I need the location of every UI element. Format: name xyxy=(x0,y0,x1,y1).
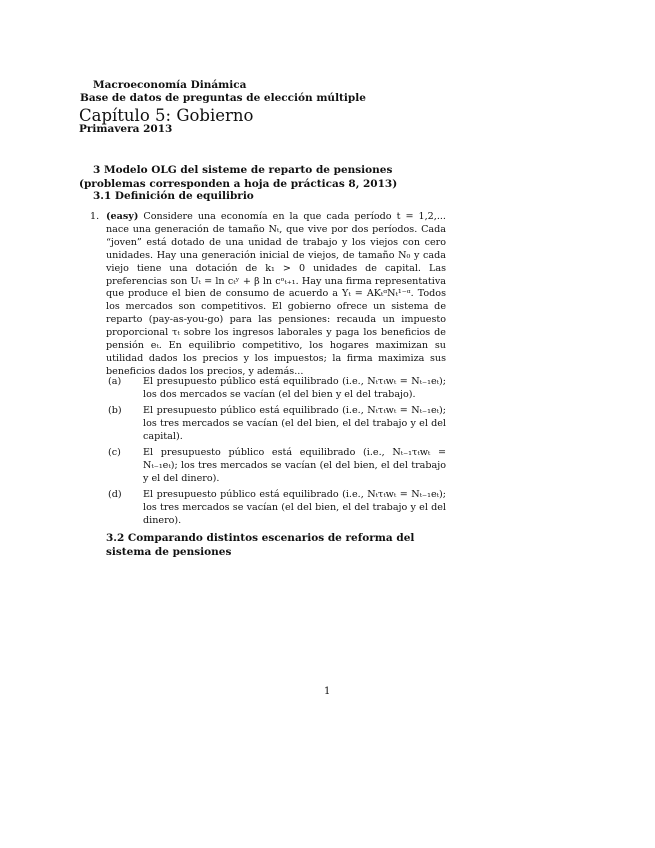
option-text: El presupuesto público está equilibrado (i.e., Nₜτₜwₜ = Nₜ₋₁eₜ); los tres mercados se vacían (el del bien, el del trabajo y el del capital). xyxy=(143,405,446,442)
question-number: 1. xyxy=(90,211,100,222)
difficulty-tag: (easy) xyxy=(106,211,139,222)
question-body: Considere una economía en la que cada período t = 1,2,... nace una generación de tamaño Nₜ, que vive por dos períodos. Cada “joven” está dotado de una unidad de trabajo y los viejos con cero unidades. Hay una generación inicial de viejos, de tamaño N₀ y cada viejo tiene una dotación de k₁ > 0 unidades de capital. Las preferencias son Uₜ = ln cₜʸ + β ln cᵒₜ₊₁. Hay una firma representativa que produce el bien de consumo de acuerdo a Yₜ = AKₜᵅNₜ¹⁻ᵅ. Todos los mercados son competitivos. El gobierno ofrece un sistema de reparto (pay-as-you-go) para las pensiones: recauda un impuesto proporcional τₜ sobre los ingresos laborales y paga los beneficios de pensión eₜ. En equilibrio competitivo, los hogares maximizan su utilidad dados los precios y los impuestos; la firma maximiza sus beneficios dados los precios, y además... xyxy=(106,211,446,377)
term-label: Primavera 2013 xyxy=(79,123,173,135)
question-body-block xyxy=(106,211,446,379)
option-label: (a) xyxy=(108,376,122,387)
subsection-3-1-heading: 3.1 Definición de equilibrio xyxy=(93,190,254,202)
option-a xyxy=(108,376,446,402)
option-label: (c) xyxy=(108,447,121,458)
option-d xyxy=(108,489,446,528)
page-number: 1 xyxy=(324,686,331,697)
subsection-3-2-heading: 3.2 Comparando distintos escenarios de reforma del sistema de pensiones xyxy=(106,532,415,558)
database-title: Base de datos de preguntas de elección múltiple xyxy=(80,92,366,104)
course-name: Macroeconomía Dinámica xyxy=(93,79,247,91)
option-label: (b) xyxy=(108,405,122,416)
option-text: El presupuesto público está equilibrado (i.e., Nₜτₜwₜ = Nₜ₋₁eₜ); los dos mercados se vacían (el del bien y el del trabajo). xyxy=(143,376,446,400)
option-c xyxy=(108,447,446,486)
option-b xyxy=(108,405,446,444)
option-label: (d) xyxy=(108,489,122,500)
option-text: El presupuesto público está equilibrado (i.e., Nₜ₋₁τₜwₜ = Nₜ₋₁eₜ); los tres mercados se vacían (el del bien, el del trabajo y el del dinero). xyxy=(143,447,446,484)
option-text: El presupuesto público está equilibrado (i.e., Nₜτₜwₜ = Nₜ₋₁eₜ); los tres mercados se vacían (el del bien, el del trabajo y el del dinero). xyxy=(143,489,446,526)
section-3-heading: 3 Modelo OLG del sisteme de reparto de pensiones (problemas corresponden a hoja de prácticas 8, 2013) xyxy=(79,164,398,190)
question-1 xyxy=(90,211,446,379)
chapter-title: Capítulo 5: Gobierno xyxy=(79,106,254,125)
